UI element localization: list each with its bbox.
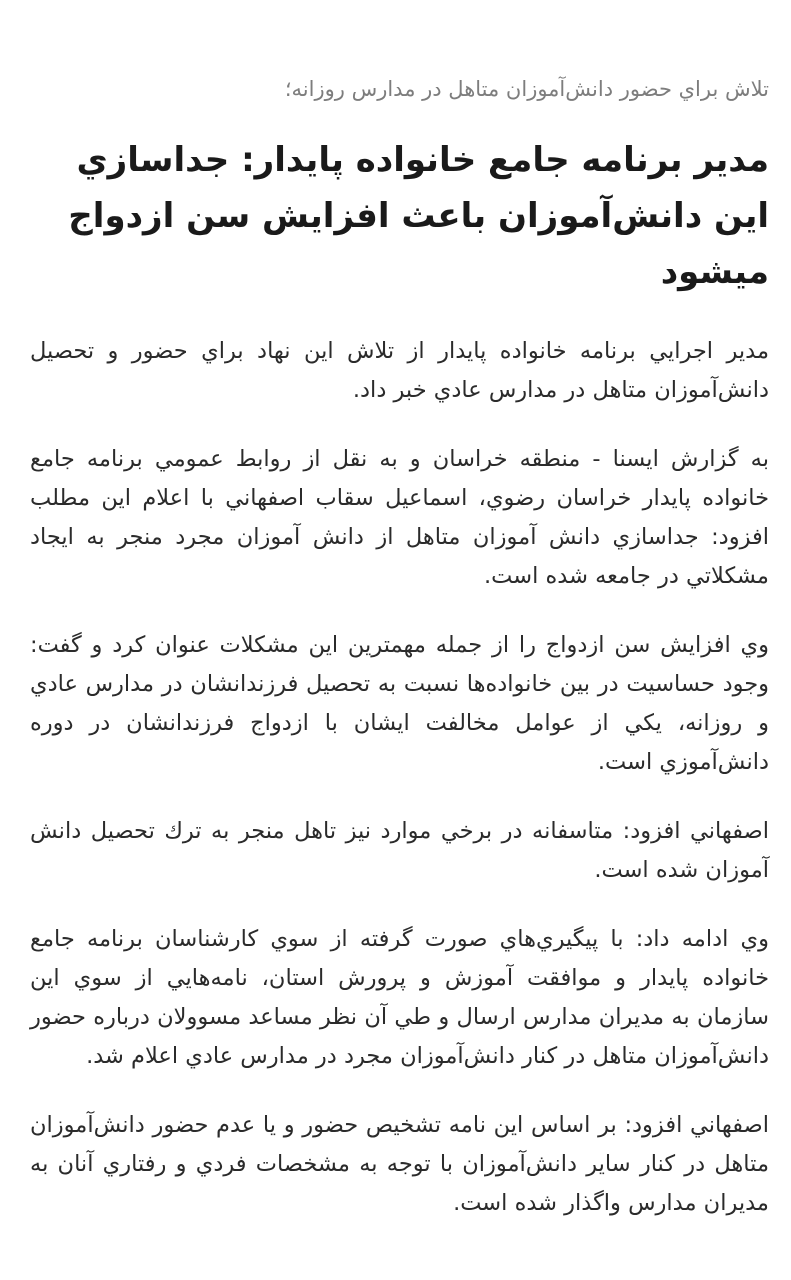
article-paragraph-1: مدير اجرايي برنامه خانواده پايدار از تلاش اين نهاد براي حضور و تحصيل دانش‌آموزان متاهل در مدارس عادي خبر داد. (30, 338, 769, 403)
article-paragraph-2: به گزارش ايسنا - منطقه خراسان و به نقل از روابط عمومي برنامه جامع خانواده پايدار خراسان رضوي، اسماعيل سقاب اصفهاني با اعلام اين مطلب افزود: جداسازي دانش آموزان متاهل از دانش آموزان مجرد منجر به ايجاد مشكلاتي در جامعه شده است. (30, 446, 769, 589)
article-paragraph-6: اصفهاني افزود: بر اساس اين نامه تشخيص حضور و يا عدم حضور دانش‌آموزان متاهل در كنار ساير دانش‌آموزان با توجه به مشخصات فردي و رفتاري آنان به مديران مدارس واگذار شده است. (30, 1112, 769, 1216)
article-paragraph-3: وي افزايش سن ازدواج را از جمله مهمترين اين مشكلات عنوان كرد و گفت: وجود حساسيت در بين خانواده‌ها نسبت به تحصيل فرزندانشان در مدارس عادي و روزانه، يكي از عوامل مخالفت ايشان با ازدواج فرزندانشان در دوره دانش‌آموزي است. (30, 632, 769, 775)
article-kicker: تلاش براي حضور دانش‌آموزان متاهل در مدارس روزانه؛ (284, 77, 769, 101)
article-headline: مدير برنامه جامع خانواده پايدار: جداسازي اين دانش‌آموزان باعث افزايش سن ازدواج ميشود (68, 140, 769, 292)
article-paragraph-5: وي ادامه داد: با پيگيري‌هاي صورت گرفته از سوي كارشناسان برنامه جامع خانواده پايدار و موافقت آموزش و پرورش استان، نامه‌هايي از سوي اين سازمان به مديران مدارس ارسال و طي آن نظر مساعد مسوولان درباره حضور دانش‌آموزان متاهل در كنار دانش‌آموزان مجرد در مدارس عادي اعلام شد. (30, 926, 769, 1069)
article-paragraph-4: اصفهاني افزود: متاسفانه در برخي موارد نيز تاهل منجر به ترك تحصيل دانش آموزان شده است. (30, 818, 769, 883)
